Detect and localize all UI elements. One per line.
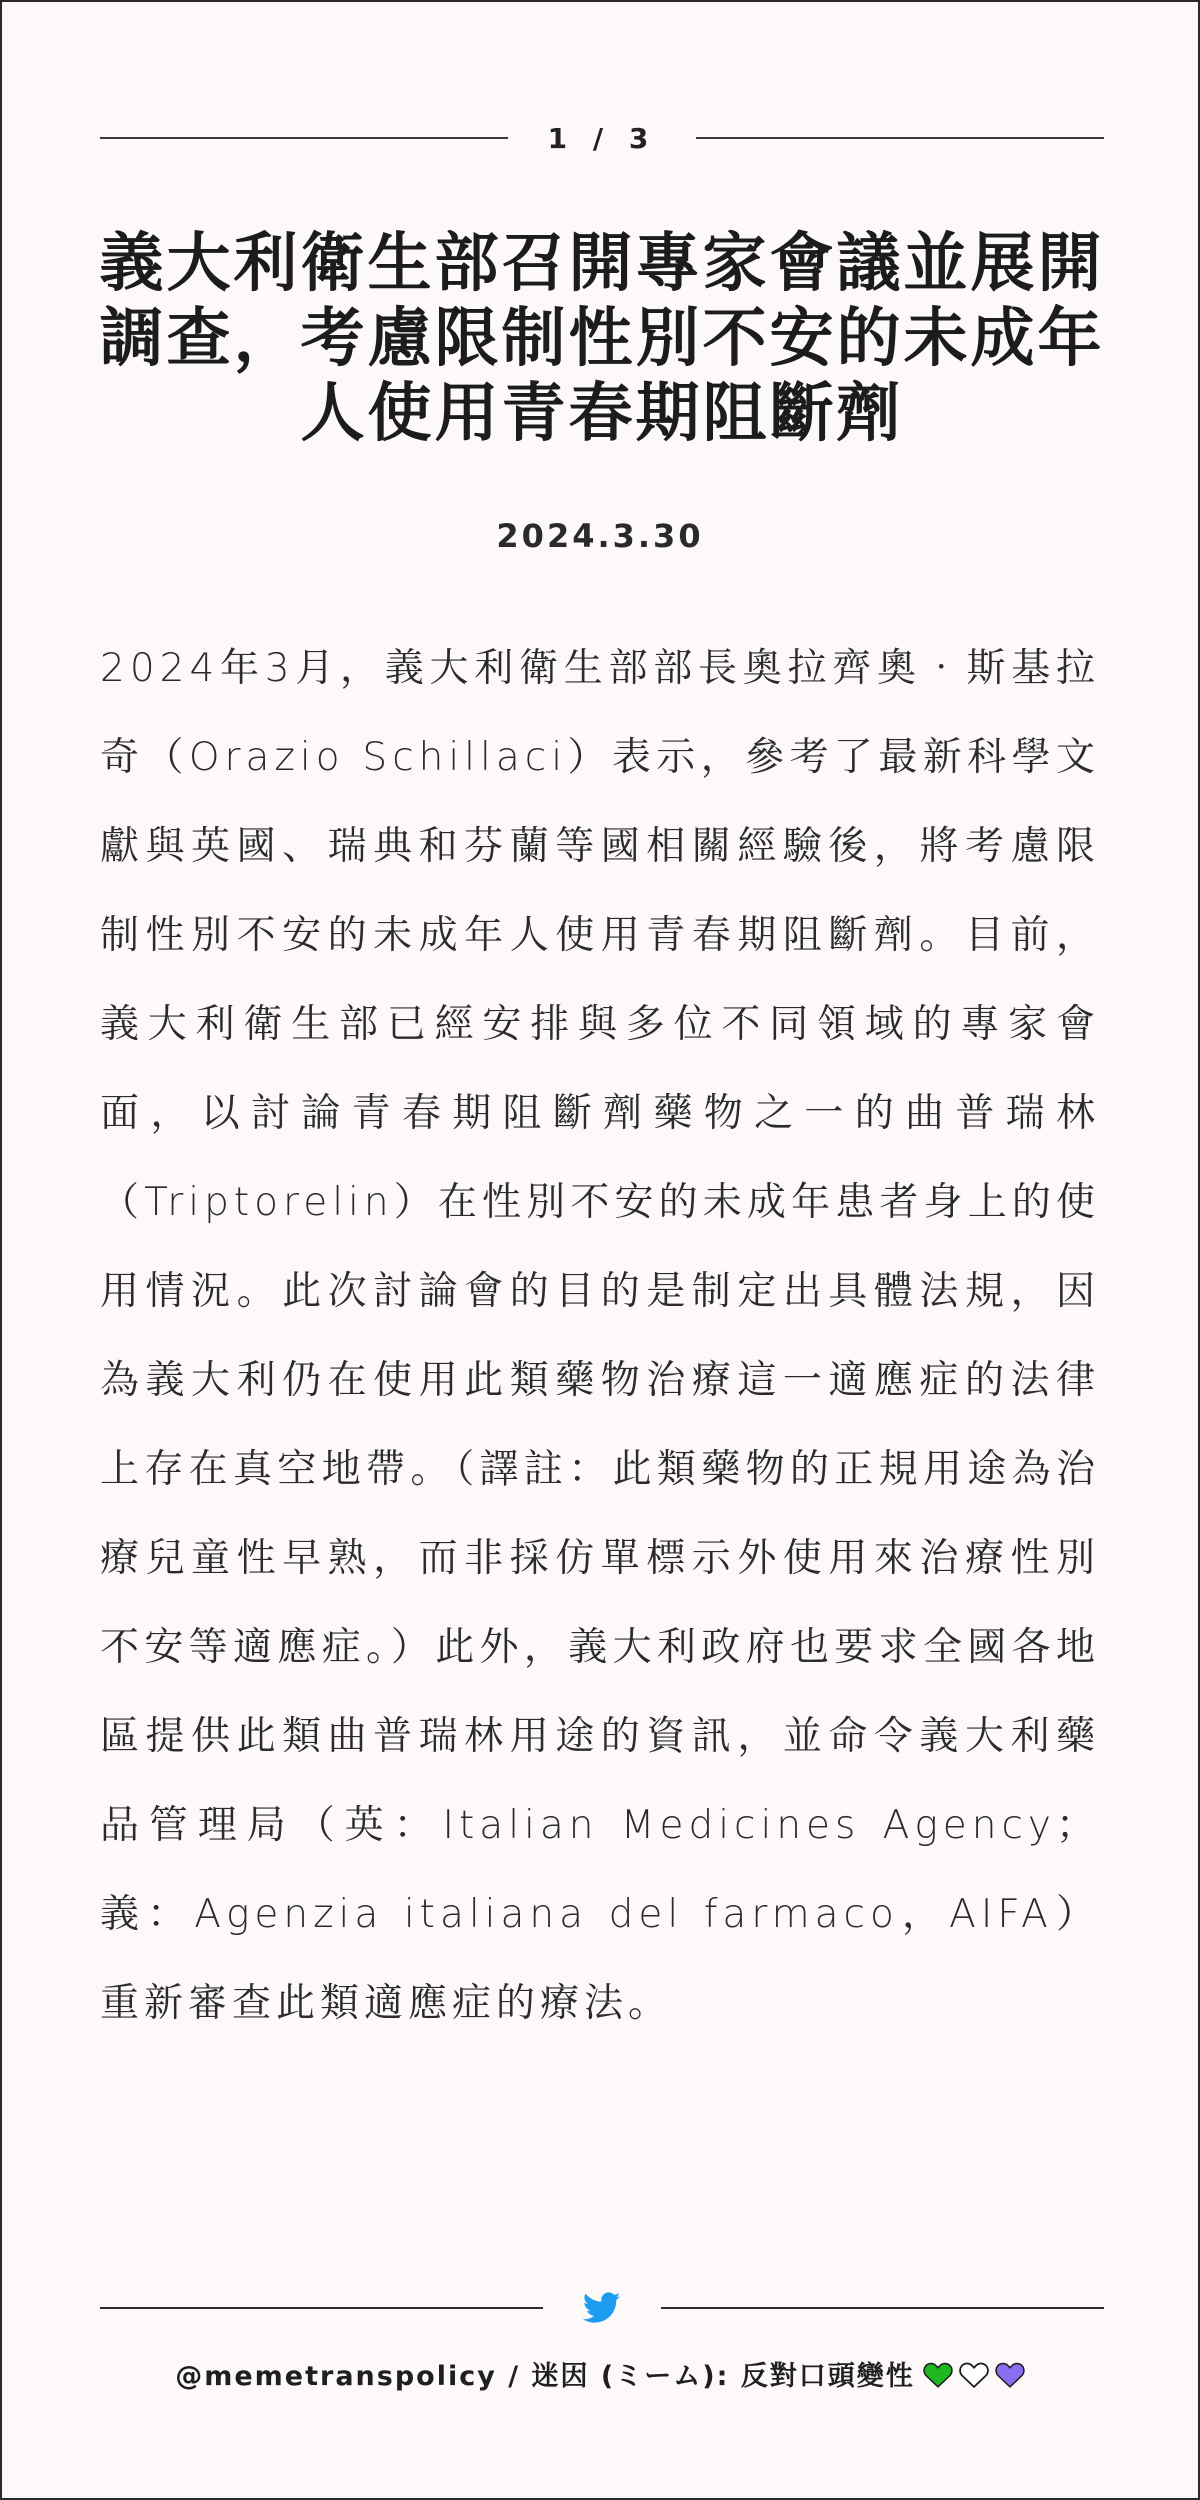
green-heart-icon bbox=[923, 2361, 953, 2389]
footer-credit bbox=[2, 2354, 1198, 2393]
heart-icons bbox=[923, 2361, 1025, 2389]
white-heart-icon bbox=[959, 2361, 989, 2389]
page-indicator: 1 / 3 bbox=[547, 121, 657, 155]
article-title: 義大利衛生部召開專家會議並展開調查，考慮限制性別不安的未成年人使用青春期阻斷劑 bbox=[99, 227, 1105, 451]
twitter-bird-icon bbox=[543, 2292, 661, 2324]
page-header bbox=[100, 118, 1104, 158]
footer-credit-text: @memetranspolicy / 迷因 (ミーム): 反對口頭變性 bbox=[175, 2361, 915, 2392]
article-date: 2024.3.30 bbox=[496, 517, 704, 555]
purple-heart-icon bbox=[995, 2361, 1025, 2389]
footer-divider bbox=[100, 2288, 1104, 2328]
header-rule-right bbox=[696, 137, 1104, 139]
header-rule-left bbox=[100, 137, 508, 139]
footer-rule-left bbox=[100, 2307, 543, 2309]
footer-rule-right bbox=[661, 2307, 1104, 2309]
article-body: 2024年3月，義大利衛生部部長奧拉齊奧‧斯基拉奇（Orazio Schillaci）表示，參考了最新科學文獻與英國、瑞典和芬蘭等國相關經驗後，將考慮限制性別不安的未成年人使用青春期阻斷劑。目前，義大利衛生部已經安排與多位不同領域的專家會面，以討論青春期阻斷劑藥物之一的曲普瑞林（Triptorelin）在性別不安的未成年患者身上的使用情況。此次討論會的目的是制定出具體法規，因為義大利仍在使用此類藥物治療這一適應症的法律上存在真空地帶。（譯註：此類藥物的正規用途為治療兒童性早熟，而非採仿單標示外使用來治療性別不安等適應症。）此外，義大利政府也要求全國各地區提供此類曲普瑞林用途的資訊，並命令義大利藥品管理局（英：Italian Medicines Agency；義：Agenzia italiana del farmaco，AIFA）重新審查此類適應症的療法。 bbox=[100, 646, 1100, 2026]
